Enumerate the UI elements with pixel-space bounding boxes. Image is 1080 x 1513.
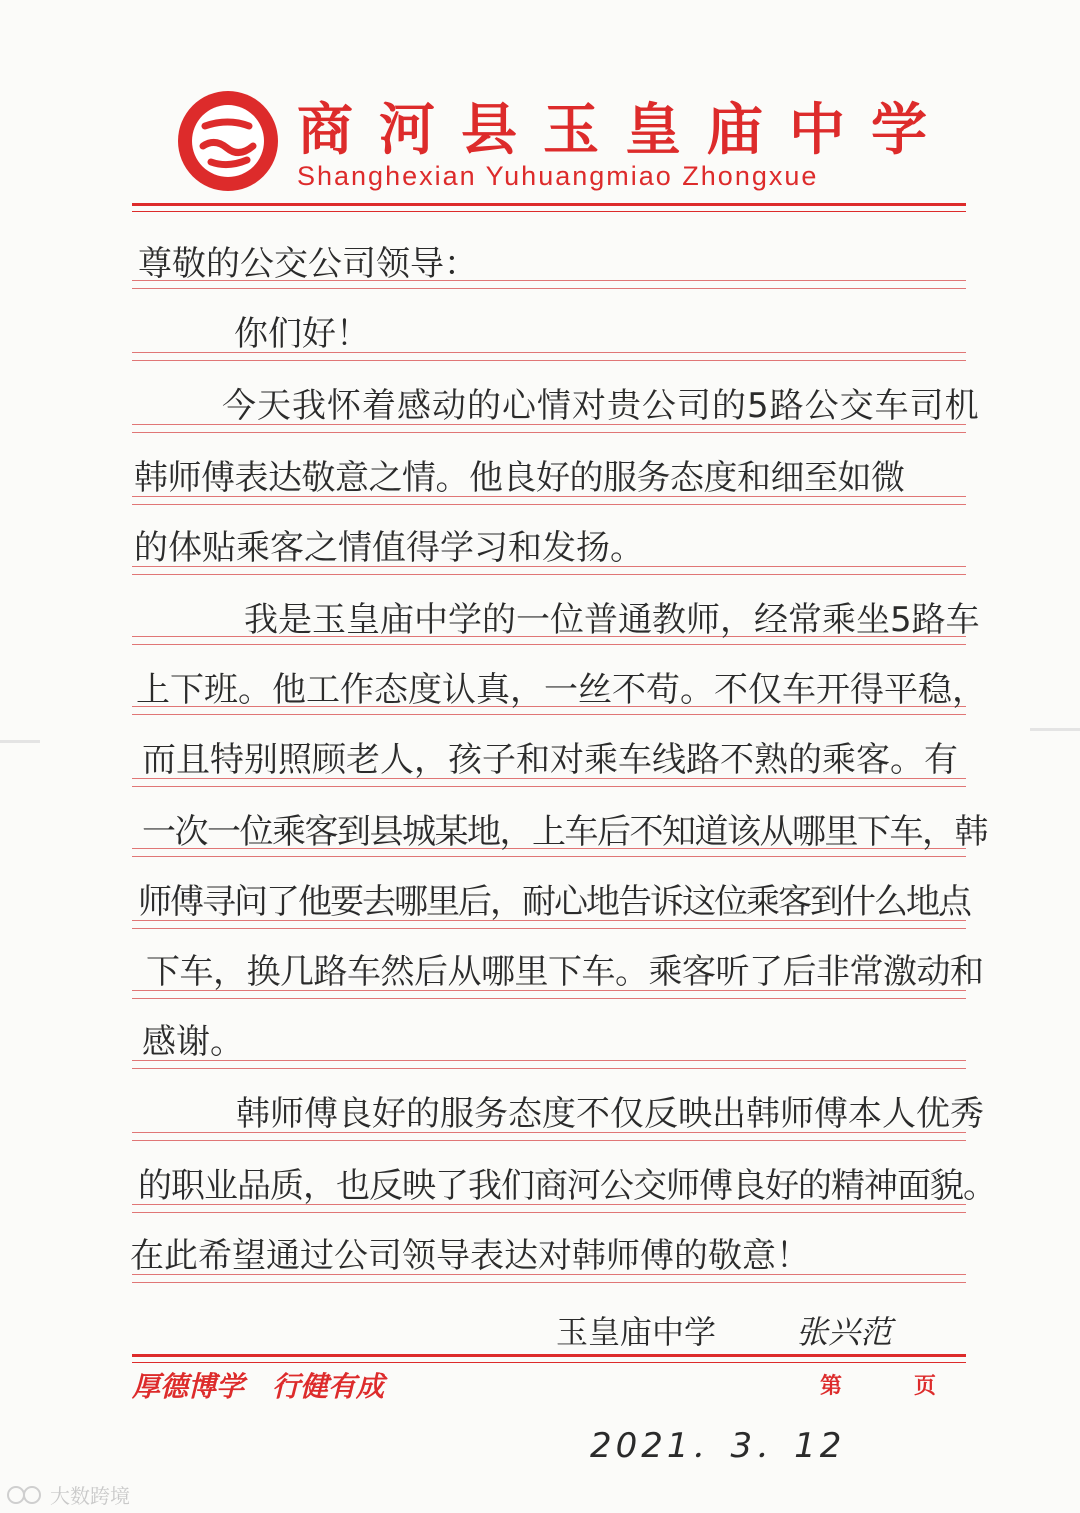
letter-line: 师傅寻问了他要去哪里后，耐心地告诉这位乘客到什么地点 (138, 882, 970, 922)
signature-name: 张兴范 (796, 1313, 893, 1351)
header-rule (132, 203, 966, 206)
ruled-line (132, 504, 966, 505)
footer-rule (132, 1354, 966, 1357)
ruled-line (132, 288, 966, 289)
school-motto: 厚德博学 行健有成 (132, 1370, 385, 1403)
ruled-line (132, 1060, 966, 1061)
page-number-label: 第 (820, 1373, 843, 1399)
ruled-line (132, 856, 966, 857)
ruled-line (132, 1068, 966, 1069)
letter-line: 在此希望通过公司领导表达对韩师傅的敬意！ (130, 1236, 810, 1276)
header-rule (132, 211, 966, 212)
paper-fold (1030, 728, 1080, 731)
letter-date: 2021．3．12 (590, 1426, 846, 1466)
ruled-line (132, 1140, 966, 1141)
letter-line: 我是玉皇庙中学的一位普通教师，经常乘坐5路车 (244, 600, 980, 640)
ruled-line (132, 644, 966, 645)
school-name-cn: 商河县玉皇庙中学 (297, 97, 953, 163)
letter-salutation: 尊敬的公交公司领导： (138, 244, 478, 284)
letter-line: 上下班。他工作态度认真，一丝不苟。不仅车开得平稳， (136, 670, 986, 710)
paper-fold (0, 740, 40, 743)
letter-line: 的职业品质，也反映了我们商河公交师傅良好的精神面貌。 (138, 1166, 996, 1206)
letter-line: 的体贴乘客之情值得学习和发扬。 (134, 528, 644, 568)
ruled-line (132, 360, 966, 361)
watermark-logo-icon (6, 1484, 46, 1506)
footer-rule (132, 1362, 966, 1363)
school-logo-icon (175, 88, 281, 194)
watermark (6, 1480, 130, 1509)
ruled-line (132, 1282, 966, 1283)
school-name-en: Shanghexian Yuhuangmiao Zhongxue (297, 161, 819, 191)
ruled-line (132, 998, 966, 999)
ruled-line (132, 432, 966, 433)
ruled-line (132, 714, 966, 715)
signature-org: 玉皇庙中学 (556, 1313, 717, 1351)
ruled-line (132, 1212, 966, 1213)
ruled-line (132, 574, 966, 575)
ruled-line (132, 928, 966, 929)
ruled-line (132, 786, 966, 787)
letter-line: 而且特别照顾老人，孩子和对乘车线路不熟的乘客。有 (142, 740, 958, 780)
page-number-label: 页 (914, 1373, 937, 1399)
letter-greeting: 你们好！ (234, 314, 370, 354)
letter-line: 韩师傅良好的服务态度不仅反映出韩师傅本人优秀 (236, 1094, 984, 1134)
letter-line: 韩师傅表达敬意之情。他良好的服务态度和细至如微 (134, 458, 905, 498)
letter-line: 感谢。 (142, 1022, 244, 1062)
letter-line: 下车，换几路车然后从哪里下车。乘客听了后非常激动和 (146, 952, 984, 992)
watermark-text: 大数跨境 (50, 1484, 130, 1508)
letter-line: 一次一位乘客到县城某地，上车后不知道该从哪里下车，韩 (142, 812, 987, 852)
letter-line: 今天我怀着感动的心情对贵公司的5路公交车司机 (222, 386, 980, 426)
